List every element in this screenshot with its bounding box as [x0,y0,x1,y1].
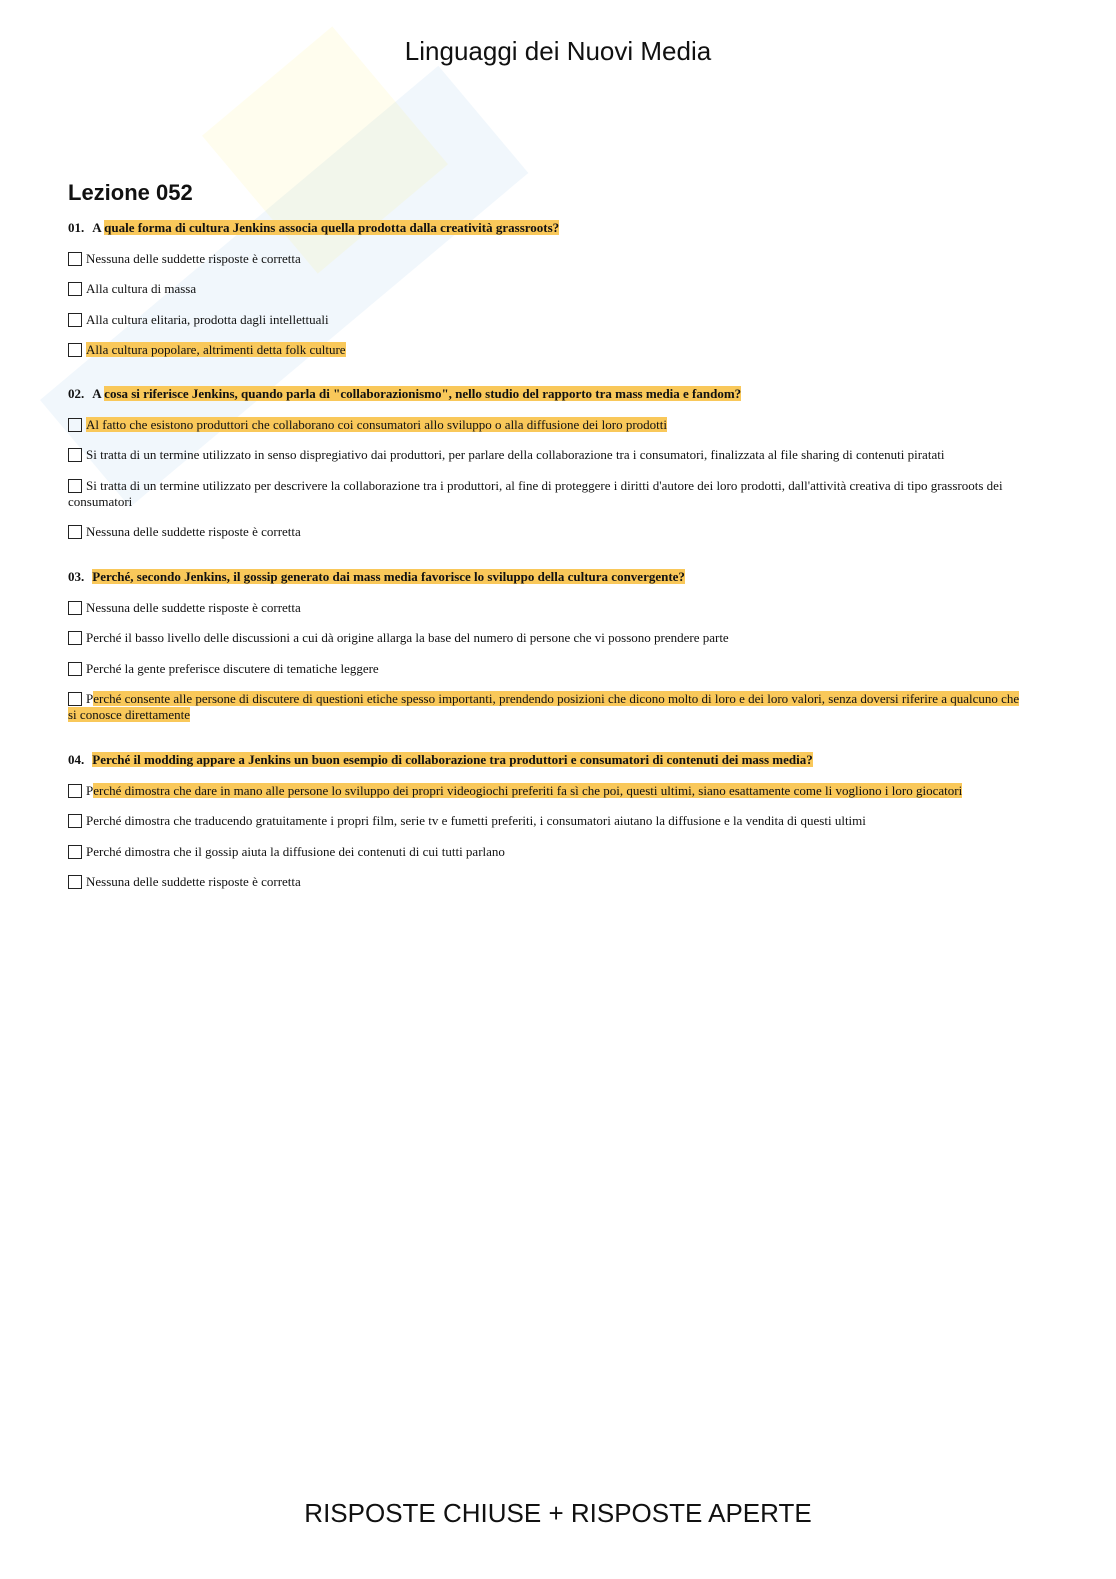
answer-option[interactable] [68,630,1030,646]
option-text: erché dimostra che dare in mano alle persone lo sviluppo dei propri videogiochi preferiti fa sì che poi, questi ultimi, siano esattamente come li vogliono i loro giocatori [93,782,963,798]
checkbox[interactable] [68,814,82,828]
lesson-heading: Lezione 052 [68,180,193,205]
question-highlight: Perché, secondo Jenkins, il gossip generato dai mass media favorisce lo sviluppo della cultura convergente? [92,569,685,584]
option-text: Si tratta di un termine utilizzato per descrivere la collaborazione tra i produttori, al fine di proteggere i diritti d'autore dei loro prodotti, dall'attività creativa di tipo grassroots dei consumatori [68,477,1003,509]
option-text: Nessuna delle suddette risposte è corretta [86,599,301,615]
option-text: erché consente alle persone di discutere di questioni etiche spesso importanti, prendendo posizioni che dicono molto di loro e dei loro valori, senza doversi riferire a qualcuno che si conosce direttamente [68,691,1020,722]
question-highlight: quale forma di cultura Jenkins associa quella prodotta dalla creatività grassroots? [104,220,560,235]
question-prefix: A [92,220,105,235]
checkbox[interactable] [68,343,82,357]
option-text: Nessuna delle suddette risposte è corretta [86,874,301,889]
option-text: Perché dimostra che il gossip aiuta la diffusione dei contenuti di cui tutti parlano [86,843,505,859]
question-text [68,752,1030,768]
question-text [68,569,1030,585]
checkbox[interactable] [68,252,82,266]
footer-text: RISPOSTE CHIUSE + RISPOSTE APERTE [304,1498,812,1528]
checkbox[interactable] [68,875,82,889]
answer-option[interactable] [68,417,1030,433]
checkbox[interactable] [68,631,82,645]
option-text: Alla cultura elitaria, prodotta dagli intellettuali [86,311,329,327]
answer-option[interactable] [68,342,1030,358]
question-number: 04. [68,752,85,767]
question-number: 02. [68,386,85,401]
answer-option[interactable] [68,844,1030,860]
option-text: Nessuna delle suddette risposte è corretta [86,250,301,266]
question-prefix: A [92,386,105,401]
checkbox[interactable] [68,601,82,615]
option-prefix: P [86,691,94,706]
answer-option[interactable] [68,524,1030,540]
option-text: Si tratta di un termine utilizzato in senso dispregiativo dai produttori, per parlare della collaborazione tra i consumatori, finalizzata al file sharing di contenuti piratati [86,447,945,462]
checkbox[interactable] [68,313,82,327]
question-block [68,569,1030,723]
option-text: Alla cultura di massa [86,281,197,296]
answer-option[interactable] [68,661,1030,677]
question-block [68,220,1030,358]
question-highlight: cosa si riferisce Jenkins, quando parla di "collaborazionismo", nello studio del rapporto tra mass media e fandom? [104,386,742,401]
question-number: 01. [68,220,85,235]
option-text: Perché il basso livello delle discussioni a cui dà origine allarga la base del numero di persone che vi possono prendere parte [86,630,729,645]
answer-option[interactable] [68,691,1030,723]
option-text: Perché la gente preferisce discutere di tematiche leggere [86,660,379,676]
checkbox[interactable] [68,784,82,798]
question-number: 03. [68,569,85,584]
answer-option[interactable] [68,447,1030,463]
checkbox[interactable] [68,845,82,859]
checkbox[interactable] [68,418,82,432]
checkbox[interactable] [68,692,82,706]
option-text: Alla cultura popolare, altrimenti detta folk culture [86,342,346,357]
checkbox[interactable] [68,479,82,493]
option-text: Al fatto che esistono produttori che collaborano coi consumatori allo sviluppo o alla diffusione dei loro prodotti [86,416,668,432]
option-prefix: P [86,782,94,798]
checkbox[interactable] [68,525,82,539]
answer-option[interactable] [68,783,1030,799]
question-highlight: Perché il modding appare a Jenkins un buon esempio di collaborazione tra produttori e consumatori di contenuti dei mass media? [92,752,813,767]
answer-option[interactable] [68,874,1030,890]
answer-option[interactable] [68,600,1030,616]
checkbox[interactable] [68,662,82,676]
question-text [68,220,1030,236]
answer-option[interactable] [68,281,1030,297]
checkbox[interactable] [68,282,82,296]
answer-option[interactable] [68,312,1030,328]
answer-option[interactable] [68,478,1030,510]
answer-option[interactable] [68,251,1030,267]
checkbox[interactable] [68,448,82,462]
question-block [68,386,1030,540]
option-text: Nessuna delle suddette risposte è corretta [86,524,301,539]
page-title: Linguaggi dei Nuovi Media [404,36,712,66]
answer-option[interactable] [68,813,1030,829]
option-text: Perché dimostra che traducendo gratuitamente i propri film, serie tv e fumetti preferiti, i consumatori aiutano la diffusione e la vendita di questi ultimi [86,813,866,828]
question-text [68,386,1030,402]
question-block [68,752,1030,890]
